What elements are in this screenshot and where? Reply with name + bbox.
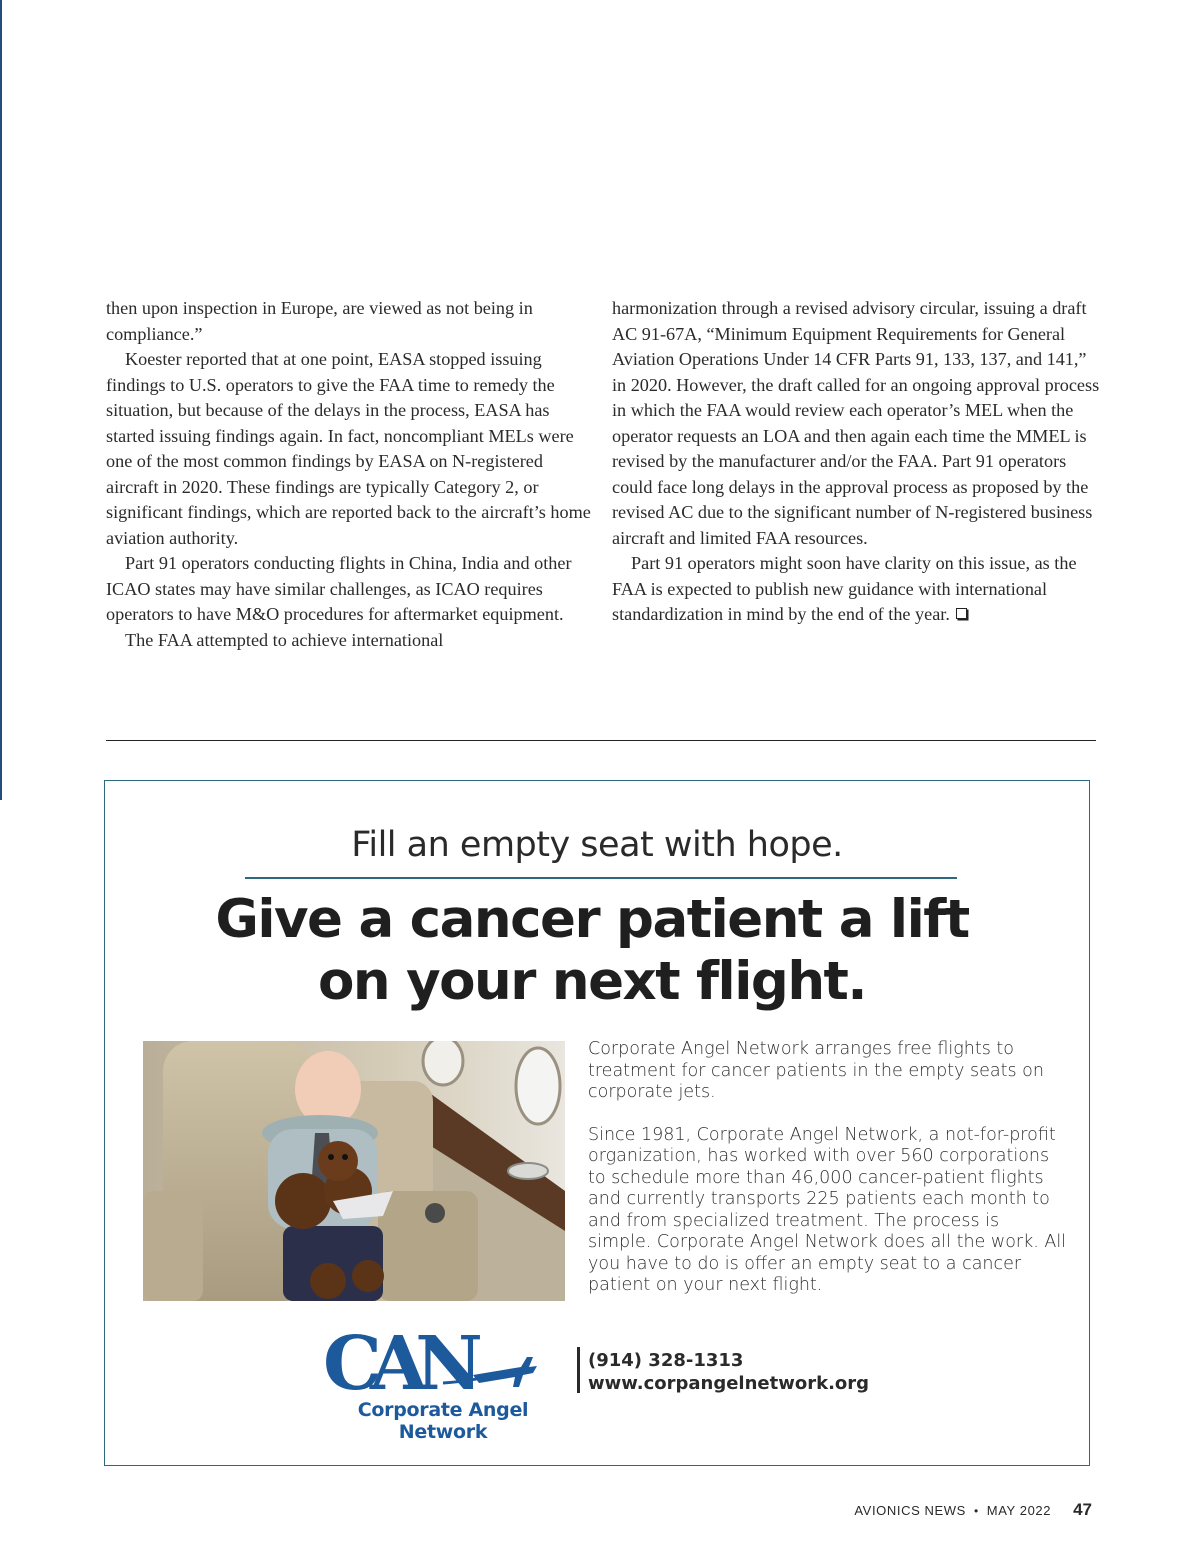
photo-illustration [143,1041,565,1301]
article-paragraph [106,628,596,654]
ad-website-link[interactable]: www.corpangelnetwork.org [588,1373,870,1394]
ad-headline-line1: Give a cancer patient a lift [215,889,969,950]
ad-tagline-rule [245,877,957,879]
footer-publication: AVIONICS NEWS [854,1503,966,1518]
ad-contact-block [588,1349,869,1395]
ad-body-copy [588,1039,1068,1318]
footer-separator: • [973,1504,979,1518]
ad-headline [105,889,1079,1013]
paragraph-text: harmonization through a revised advisory circular, issuing a draft AC 91-67A, “Minimum Equipment Requirements for General Aviation Operations Under 14 CFR Parts 91, 133, 137, and 141,” in 2020. However, the draft called for an ongoing approval process in which the FAA would review each operator’s MEL when the operator requests an LOA and then again each time the MMEL is revised by the manufacturer and/or the FAA. Part 91 operators could face long delays in the approval process as proposed by the revised AC due to the significant number of N-registered business aircraft and limited FAA resources. [612,298,1100,548]
page-number: 47 [1073,1500,1092,1519]
article-paragraph [106,296,596,347]
can-logo-name: Corporate Angel Network [357,1399,529,1443]
article-column-left [106,296,596,653]
ad-tagline: Fill an empty seat with hope. [351,825,843,865]
paragraph-text: Koester reported that at one point, EASA stopped issuing findings to U.S. operators to give the FAA time to remedy the situation, but because of the delays in the process, EASA has started issuing findings again. In fact, noncompliant MELs were one of the most common findings by EASA on N-registered aircraft in 2020. These findings are typically Category 2, or significant findings, which are reported back to the aircraft’s home aviation authority. [106,349,591,548]
article-column-right [612,296,1102,628]
article-paragraph [106,551,596,628]
ad-phone-number: (914) 328-1313 [588,1350,744,1371]
ad-headline-line2: on your next flight. [317,951,867,1012]
paragraph-text: Part 91 operators might soon have clarity on this issue, as the FAA is expected to publish new guidance with international standardization in mind by the end of the year. [612,553,1077,624]
page-footer [854,1500,1092,1520]
end-of-story-icon [956,608,967,619]
paragraph-text: Part 91 operators conducting flights in China, India and other ICAO states may have similar challenges, as ICAO requires operators to have M&O procedures for aftermarket equipment. [106,553,572,624]
section-divider [106,740,1096,741]
footer-issue: MAY 2022 [986,1503,1052,1518]
ad-body-paragraph-2: Since 1981, Corporate Angel Network, a not-for-profit organization, has worked with over 560 corporations to schedule more than 46,000 cancer-patient flights and currently transports 225 patients each month to and from specialized treatment. The process is simple. Corporate Angel Network does all the work. All you have to do is offer an empty seat to a cancer patient on your next flight. [588,1124,1067,1295]
paragraph-text: then upon inspection in Europe, are viewed as not being in compliance.” [106,298,533,344]
ad-body-paragraph-1: Corporate Angel Network arranges free flights to treatment for cancer patients in the empty seats on corporate jets. [588,1039,1044,1102]
ad-contact-divider [577,1347,580,1393]
article-paragraph [106,347,596,551]
article-paragraph [612,296,1102,551]
ad-photo-child-on-jet [143,1041,565,1301]
paragraph-text: The FAA attempted to achieve international [125,629,444,650]
airplane-icon [473,1357,537,1387]
advertisement [104,780,1090,1466]
page-edge-line [0,0,2,800]
article-paragraph [612,551,1102,628]
can-logo-letters: CAN [323,1321,471,1407]
